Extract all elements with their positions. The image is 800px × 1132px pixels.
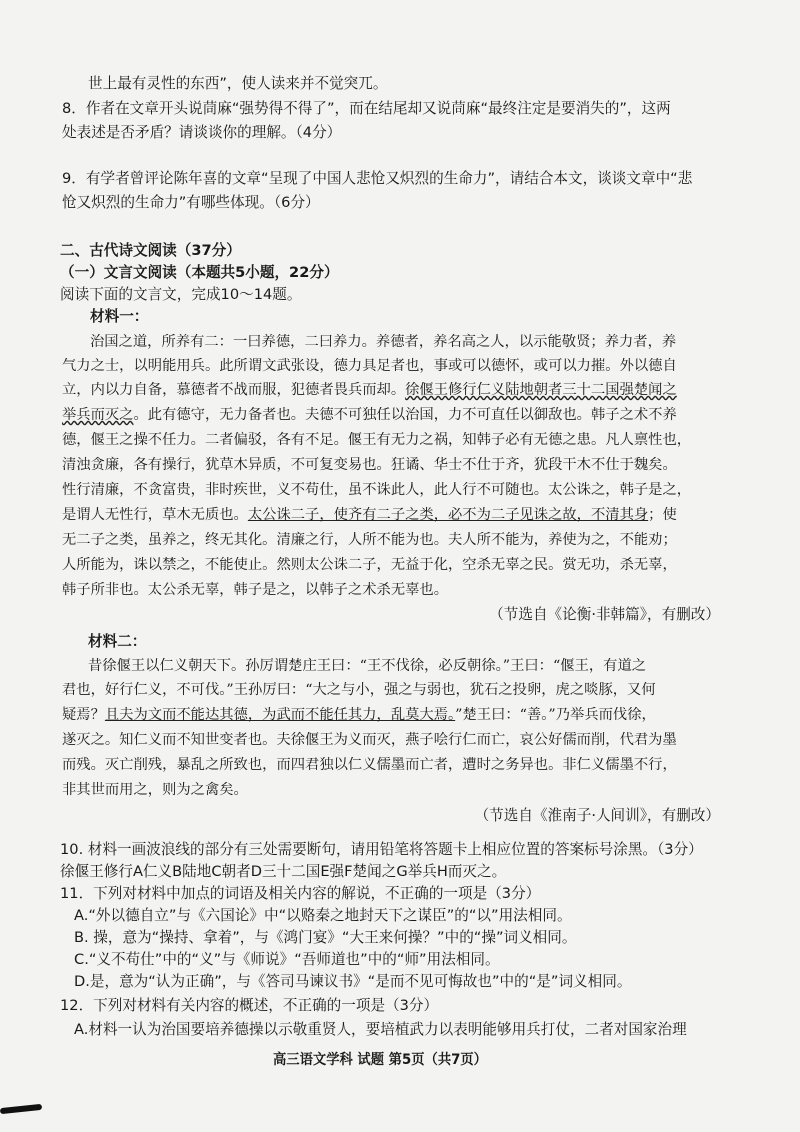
material-1-line-11: 韩子所非也。太公杀无辜，韩子是之，以韩子之术杀无辜也。 <box>62 582 449 598</box>
material-1-line-4 <box>62 405 677 425</box>
question-11-option-c: C.“义不苟仕”中的“义”与《师说》“吾师道也”中的“师”用法相同。 <box>74 951 500 968</box>
question-9-line-2: 怆又炽烈的生命力”有哪些体现。（6分） <box>62 194 320 211</box>
material-1-line-10: 人所能为，诛以禁之，不能使止。然则太公诛二子，无益于化，空杀无辜之民。赏无功，杀无辜， <box>62 557 677 573</box>
scan-edge-mark <box>0 1104 42 1114</box>
material-2-line-6: 非其世而用之，则为之禽矣。 <box>62 782 248 798</box>
section-title: 二、古代诗文阅读（37分） <box>60 242 241 259</box>
material-2-text: ”楚王曰：“善。”乃举兵而伐徐， <box>455 707 656 723</box>
material-1-label: 材料一： <box>90 308 149 325</box>
subsection-title: （一）文言文阅读（本题共5小题，22分） <box>60 264 339 281</box>
q7-tail-text: 世上最有灵性的东西”，使人读来并不觉突兀。 <box>88 75 388 92</box>
question-12-option-a: A.材料一认为治国要培养德操以示敬重贤人，要培植武力以表明能够用兵打仗，二者对国家治理 <box>74 1021 687 1038</box>
material-1-line-7: 性行清廉，不贪富贵，非时疾世，义不苟仕，虽不诛此人，此人行不可随也。太公诛之，韩子是之， <box>62 482 692 498</box>
material-1-line-9: 无二子之类，虽养之，终无其化。清廉之行，人所不能为也。夫人所不能为，养使为之，不能劝； <box>62 532 677 548</box>
question-8-line-1: 8．作者在文章开头说茼麻“强势得不得了”，而在结尾却又说茼麻“最终注定是要消失的”，这两 <box>62 100 671 117</box>
material-2-source: （节选自《淮南子·人间训》，有删改） <box>474 807 720 824</box>
material-1-line-3 <box>62 380 677 400</box>
material-1-text: 立，内以力自备，慕德者不战而服，犯德者畏兵而却。 <box>62 382 406 398</box>
underlined-sentence: 且夫为文而不能达其德，为武而不能任其力，乱莫大焉。 <box>104 707 456 723</box>
page-footer: 高三语文学科 试题 第5页（共7页） <box>273 1052 487 1068</box>
question-10-stem: 10. 材料一画波浪线的部分有三处需要断句，请用铅笔将答题卡上相应位置的答案标号涂黑。（3分） <box>60 841 703 858</box>
reading-instruction: 阅读下面的文言文，完成10～14题。 <box>60 286 302 303</box>
question-8-line-2: 处表述是否矛盾？请谈谈你的理解。（4分） <box>62 124 342 141</box>
material-1-line-6: 清浊贪廉，各有操行，犹草木异质，不可复变易也。狂谲、华士不仕于齐，犹段干木不仕于魏矣。 <box>62 457 677 473</box>
material-1-line-8 <box>62 505 677 525</box>
material-2-line-2: 君也，好行仁义，不可伐。”王孙厉曰：“大之与小，强之与弱也，犹石之投卵，虎之啖豚，又何 <box>62 682 656 698</box>
question-11-option-d: D.是，意为“认为正确”，与《答司马谏议书》“是而不见可悔故也”中的“是”词义相同。 <box>74 973 632 990</box>
underlined-sentence: 太公诛二子，使齐有二子之类，必不为二子见诛之故，不清其身 <box>247 507 649 523</box>
material-1-text: 。此有德守，无力备者也。夫德不可独任以治国，力不可直任以御敌也。韩子之术不养 <box>133 407 677 423</box>
material-1-text: 是谓人无性行，草木无质也。 <box>62 507 248 523</box>
material-2-line-4: 遂灭之。知仁义而不知世变者也。夫徐偃王为义而灭，燕子哙行仁而亡，哀公好儒而削，代君为墨 <box>62 732 677 748</box>
question-11-option-a: A.“外以德自立”与《六国论》中“以赂秦之地封天下之谋臣”的“以”用法相同。 <box>74 907 572 924</box>
material-2-text: 疑焉？ <box>62 707 105 723</box>
wavy-underlined-passage: 徐偃王修行仁义陆地朝者三十二国强楚闻之 <box>405 382 677 398</box>
question-12-stem: 12．下列对材料有关内容的概述，不正确的一项是（3分） <box>60 997 439 1014</box>
question-9-line-1: 9．有学者曾评论陈年喜的文章“呈现了中国人悲怆又炽烈的生命力”，请结合本文，谈谈文章中“悲 <box>62 170 693 187</box>
material-1-line-2: 气力之士，以明能用兵。此所谓文武张设，德力具足者也，事或可以德怀，或可以力摧。外以德自 <box>62 358 677 374</box>
material-2-line-5: 而残。灭亡削残，暴乱之所致也，而四君独以仁义儒墨而亡者，遭时之务异也。非仁义儒墨不行， <box>62 757 677 773</box>
material-1-source: （节选自《论衡·非韩篇》，有删改） <box>489 606 720 623</box>
wavy-underlined-passage-end: 举兵而灭之 <box>62 407 134 423</box>
material-1-text: ；使 <box>648 507 677 523</box>
material-2-line-1: 昔徐偃王以仁义朝天下。孙厉谓楚庄王曰：“王不伐徐，必反朝徐。”王曰：“偃王，有道之 <box>88 658 647 674</box>
material-1-line-5: 德，偃王之操不任力。二者偏驳，各有不足。偃王有无力之祸，知韩子必有无德之患。凡人禀性也， <box>62 432 692 448</box>
material-1-line-1: 治国之道，所养有二：一曰养德，二曰养力。养德者，养名高之人，以示能敬贤；养力者，养 <box>90 334 677 350</box>
question-11-stem: 11．下列对材料中加点的词语及相关内容的解说，不正确的一项是（3分） <box>60 885 541 902</box>
question-10-sentence: 徐偃王修行A仁义B陆地C朝者D三十二国E强F楚闻之G举兵H而灭之。 <box>60 863 507 880</box>
material-2-line-3 <box>62 705 656 725</box>
question-11-option-b: B. 操，意为“操持、拿着”，与《鸿门宴》“大王来何操？”中的“操”词义相同。 <box>74 929 577 946</box>
material-2-label: 材料二： <box>88 633 147 650</box>
